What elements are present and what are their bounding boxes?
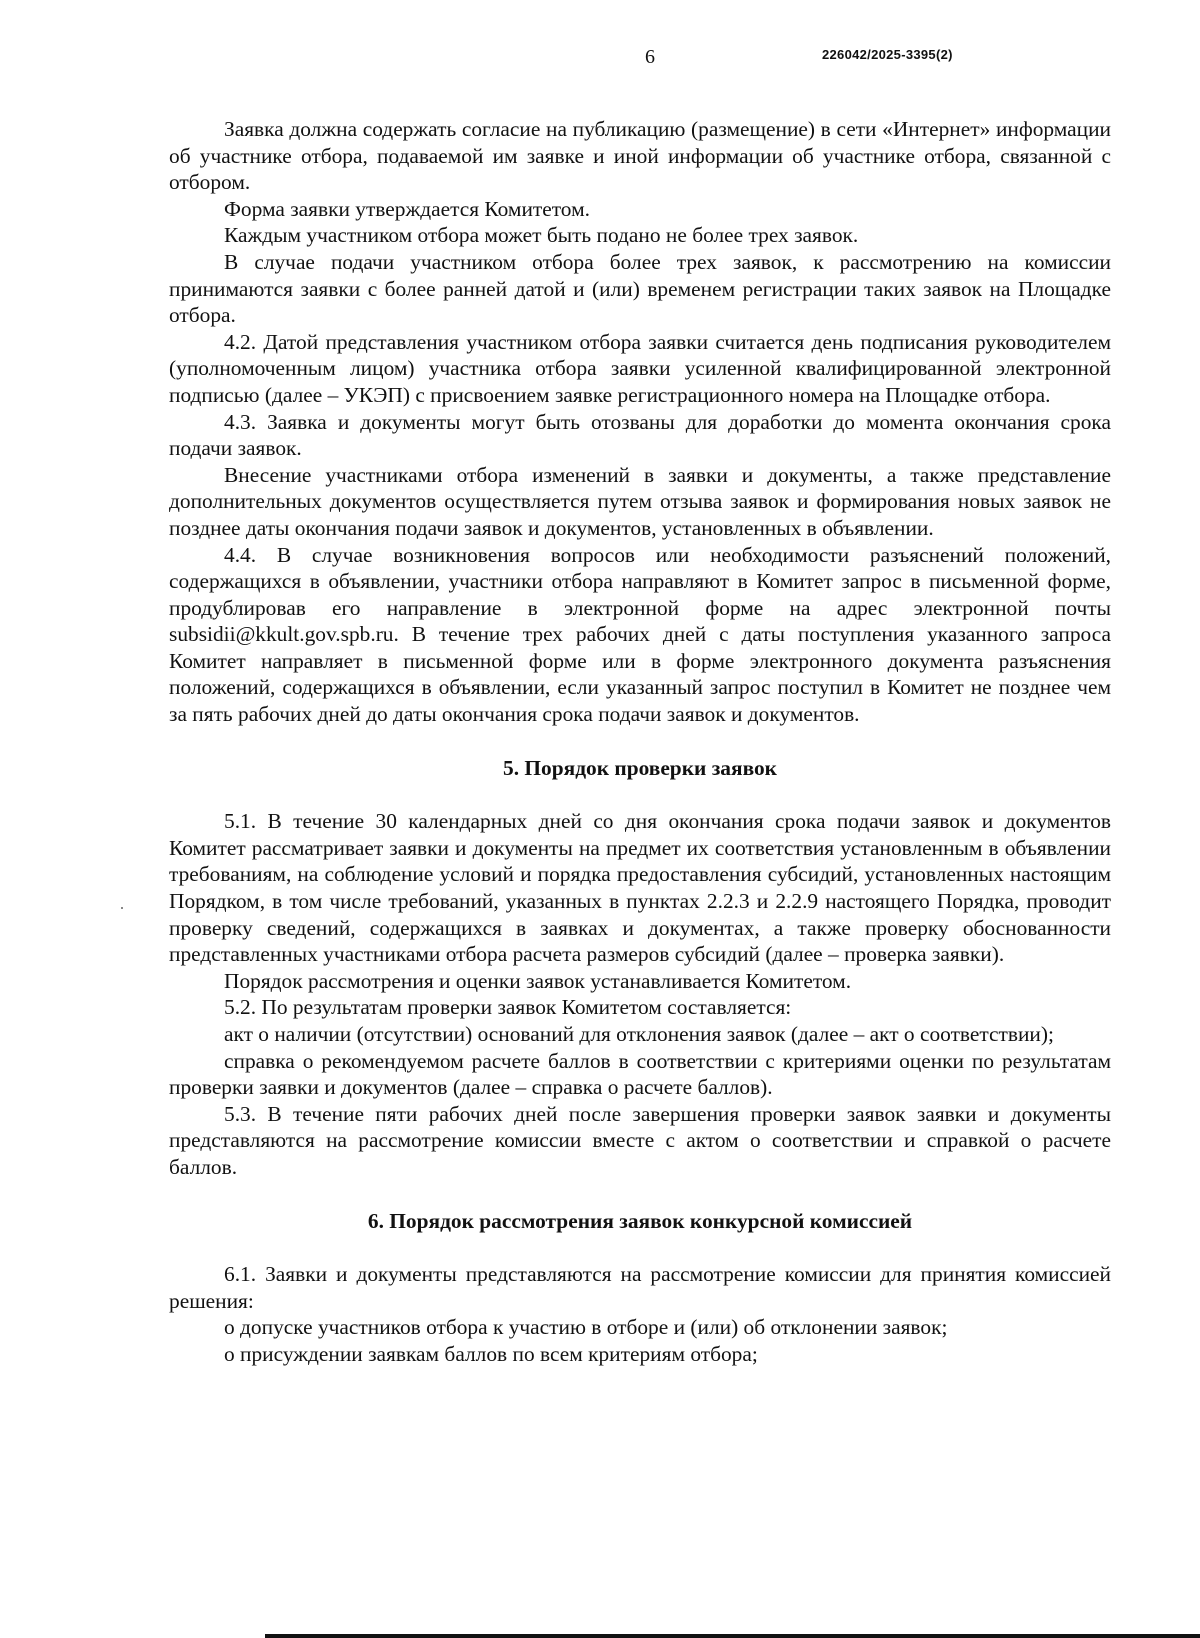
- paragraph-max-applications: Каждым участником отбора может быть подано не более трех заявок.: [224, 223, 859, 248]
- scan-speck: [121, 907, 123, 909]
- paragraph-4-4: 4.4. В случае возникновения вопросов или необходимости разъяснений положений, содержащихся в объявлении, участники отбора направляют в Комитет запрос в письменной форме, продублировав его направление в электронной форме на адрес электронной почты subsidii@kkult.gov.spb.ru. В течение трех рабочих дней с даты поступления указанного запроса Комитет направляет в письменной форме или в форме электронного документа разъяснения положений, содержащихся в объявлении, если указанный запрос поступил в Комитет не позднее чем за пять рабочих дней до даты окончания срока подачи заявок и документов.: [169, 542, 1111, 727]
- section-heading-6: 6. Порядок рассмотрения заявок конкурсной комиссией: [367, 1208, 913, 1233]
- document-body: [169, 116, 1111, 1368]
- paragraph-5-2: 5.2. По результатам проверки заявок Комитетом составляется:: [224, 995, 792, 1020]
- paragraph-review-order: Порядок рассмотрения и оценки заявок устанавливается Комитетом.: [224, 968, 852, 993]
- page-number: 6: [645, 46, 655, 68]
- paragraph-4-2: 4.2. Датой представления участником отбора заявки считается день подписания руководителем (уполномоченным лицом) участника отбора заявки усиленной квалифицированной электронной подписью (далее – УКЭП) с присвоением заявке регистрационного номера на Площадке отбора.: [169, 329, 1111, 407]
- paragraph-compliance-act: акт о наличии (отсутствии) оснований для отклонения заявок (далее – акт о соответствии);: [224, 1022, 1054, 1046]
- section-heading-5: 5. Порядок проверки заявок: [503, 755, 777, 780]
- paragraph-4-1-consent: Заявка должна содержать согласие на публикацию (размещение) в сети «Интернет» информации об участнике отбора, подаваемой им заявке и иной информации об участнике отбора, связанной с отбором.: [169, 117, 1111, 195]
- paragraph-form-approval: Форма заявки утверждается Комитетом.: [224, 196, 590, 221]
- document-registration-number: 226042/2025-3395(2): [822, 47, 953, 62]
- scan-bottom-edge: [265, 1634, 1200, 1638]
- paragraph-excess-applications: В случае подачи участником отбора более трех заявок, к рассмотрению на комиссии принимаются заявки с более ранней датой и (или) временем регистрации таких заявок на Площадке отбора.: [169, 249, 1111, 328]
- paragraph-5-1: 5.1. В течение 30 календарных дней со дня окончания срока подачи заявок и документов Комитет рассматривает заявки и документы на предмет их соответствия установленным в объявлении требованиям, на соблюдение условий и порядка предоставления субсидий, установленных настоящим Порядком, в том числе требований, указанных в пунктах 2.2.3 и 2.2.9 настоящего Порядка, проводит проверку сведений, содержащихся в заявках и документах, а также проверку обоснованности представленных участниками отбора расчета размеров субсидий (далее – проверка заявки).: [169, 809, 1111, 967]
- paragraph-4-3: 4.3. Заявка и документы могут быть отозваны для доработки до момента окончания срока подачи заявок.: [169, 409, 1111, 461]
- paragraph-admission: о допуске участников отбора к участию в отборе и (или) об отклонении заявок;: [224, 1315, 948, 1340]
- paragraph-changes: Внесение участниками отбора изменений в заявки и документы, а также представление дополнительных документов осуществляется путем отзыва заявок и формирования новых заявок не позднее даты окончания подачи заявок и документов, установленных в объявлении.: [169, 462, 1111, 540]
- paragraph-score-certificate: справка о рекомендуемом расчете баллов в соответствии с критериями оценки по результатам проверки заявки и документов (далее – справка о расчете баллов).: [169, 1048, 1111, 1100]
- paragraph-6-1: 6.1. Заявки и документы представляются на рассмотрение комиссии для принятия комиссией решения:: [169, 1262, 1111, 1313]
- paragraph-5-3: 5.3. В течение пяти рабочих дней после завершения проверки заявок заявки и документы представляются на рассмотрение комиссии вместе с актом о соответствии и справкой о расчете баллов.: [169, 1101, 1111, 1179]
- paragraph-scoring: о присуждении заявкам баллов по всем критериям отбора;: [224, 1341, 758, 1366]
